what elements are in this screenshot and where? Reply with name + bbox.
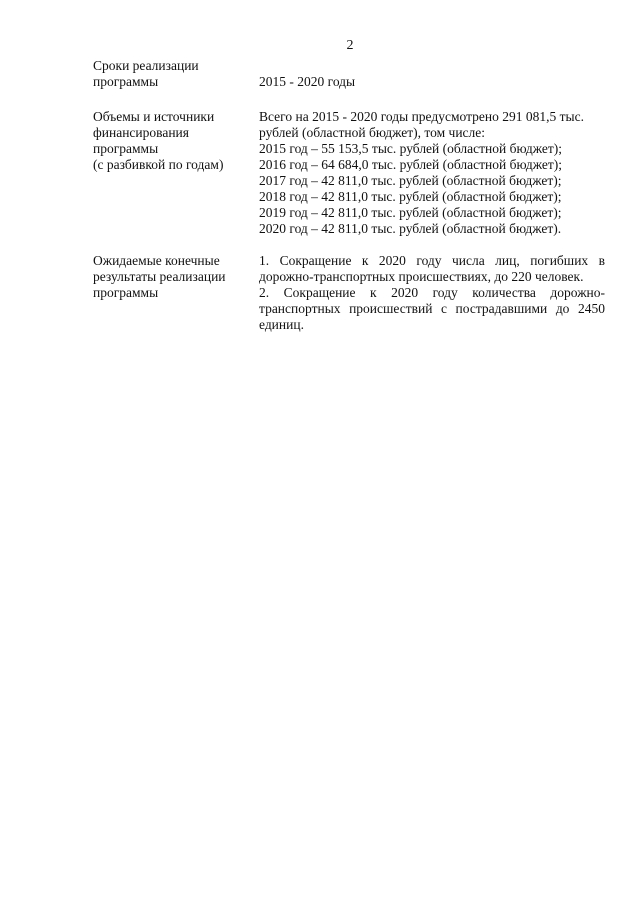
label-line: программы [93, 141, 159, 156]
section-program-timeline [93, 58, 613, 90]
result-line: 1. Сокращение к 2020 году числа лиц, погибших в [259, 253, 605, 268]
value-year-line: 2017 год – 42 811,0 тыс. рублей (областной бюджет); [259, 173, 562, 188]
label-line: Объемы и источники [93, 109, 215, 124]
section-label [93, 58, 258, 90]
section-label [93, 109, 258, 173]
value-intro-line: Всего на 2015 - 2020 годы предусмотрено 291 081,5 тыс. [259, 109, 584, 124]
value-year-line: 2015 год – 55 153,5 тыс. рублей (областной бюджет); [259, 141, 563, 156]
section-expected-results [93, 253, 613, 332]
value-intro-line: рублей (областной бюджет), том числе: [259, 125, 486, 140]
value-line: 2015 - 2020 годы [259, 74, 356, 89]
value-year-line: 2020 год – 42 811,0 тыс. рублей (областной бюджет). [259, 221, 562, 236]
label-line: финансирования [93, 125, 189, 140]
section-label [93, 253, 258, 301]
section-financing [93, 109, 613, 236]
value-year-line: 2016 год – 64 684,0 тыс. рублей (областной бюджет); [259, 157, 563, 172]
page-number: 2 [346, 38, 354, 53]
value-year-line: 2018 год – 42 811,0 тыс. рублей (областной бюджет); [259, 189, 562, 204]
result-line: дорожно-транспортных происшествиях, до 220 человек. [259, 269, 584, 284]
value-year-line: 2019 год – 42 811,0 тыс. рублей (областной бюджет); [259, 205, 562, 220]
label-line: результаты реализации [93, 269, 226, 284]
label-line: Сроки реализации [93, 58, 199, 73]
result-line: 2. Сокращение к 2020 году количества дорожно- [259, 285, 605, 300]
result-line: единиц. [259, 317, 304, 332]
label-line: (с разбивкой по годам) [93, 157, 224, 172]
result-line: транспортных происшествий с пострадавшими до 2450 [259, 301, 605, 316]
label-line: Ожидаемые конечные [93, 253, 220, 268]
section-value [259, 74, 605, 90]
section-value [259, 109, 605, 237]
section-value [259, 253, 605, 333]
label-line: программы [93, 74, 159, 89]
label-line: программы [93, 285, 159, 300]
